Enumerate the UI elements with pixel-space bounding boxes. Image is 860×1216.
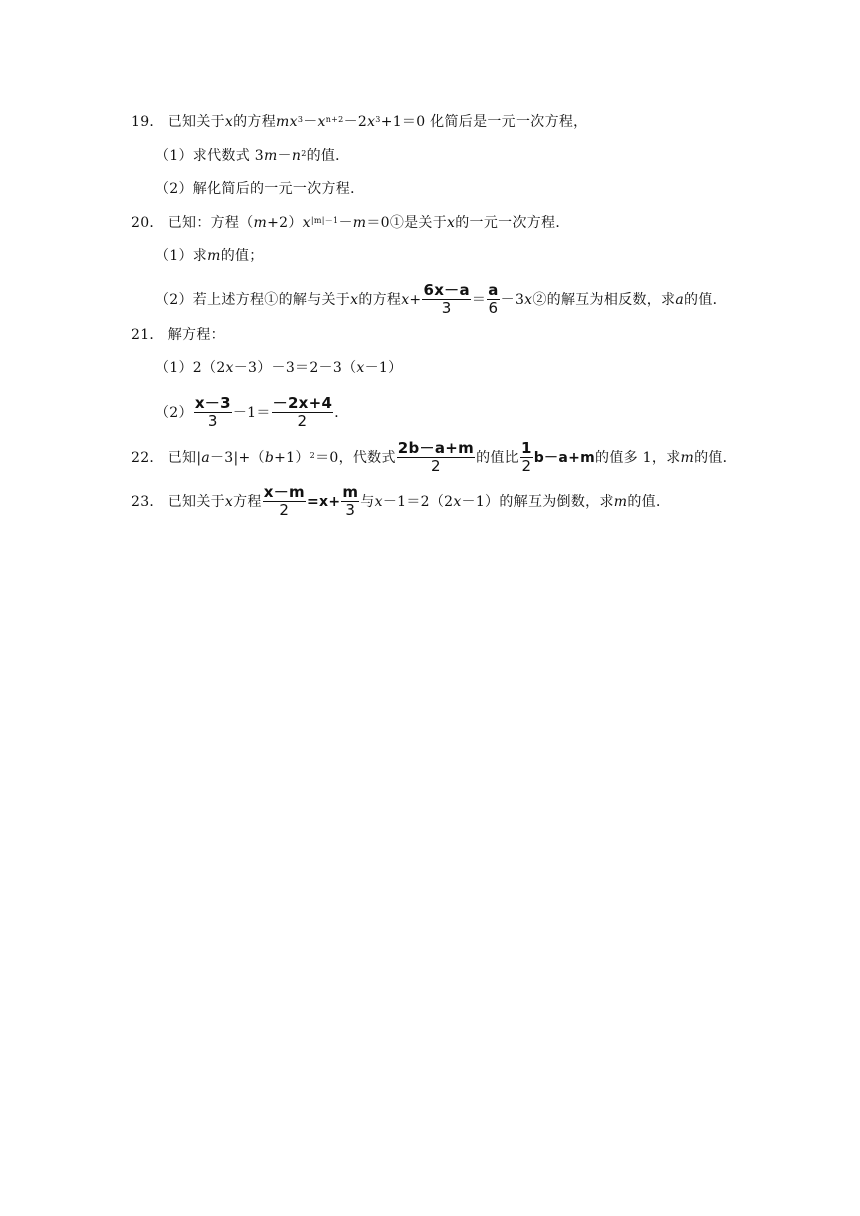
numerator: x－m bbox=[263, 483, 305, 501]
question-20-part-2 bbox=[155, 282, 727, 317]
exponent: 3 bbox=[375, 115, 381, 124]
fraction bbox=[194, 395, 232, 430]
text: 与 bbox=[360, 493, 375, 510]
text: 的值． bbox=[627, 493, 671, 510]
text: 的值； bbox=[220, 248, 264, 264]
text: 的值多 1，求 bbox=[595, 449, 681, 466]
numerator: 6x－a bbox=[423, 281, 470, 299]
fraction bbox=[520, 440, 533, 475]
text: 的值比 bbox=[476, 449, 519, 466]
denominator: 2 bbox=[297, 412, 308, 430]
numerator: 1 bbox=[520, 439, 532, 457]
text: 已知| bbox=[167, 449, 202, 466]
var-a: a bbox=[675, 291, 685, 308]
text: （2）解化简后的一元一次方程． bbox=[155, 181, 365, 197]
var-a: a bbox=[201, 449, 210, 466]
text: （2）若上述方程①的解与关于 bbox=[155, 291, 351, 308]
question-number: 21． bbox=[131, 327, 164, 343]
question-number: 23． bbox=[131, 493, 164, 510]
denominator: 6 bbox=[488, 299, 499, 317]
question-number: 22． bbox=[131, 449, 164, 466]
text: ＝0①是关于 bbox=[366, 215, 448, 231]
text: +1＝0 化简后是一元一次方程， bbox=[380, 114, 588, 130]
text: － bbox=[277, 148, 292, 164]
numerator: m bbox=[342, 483, 359, 501]
var-x: x bbox=[367, 114, 376, 130]
text: ②的解互为相反数，求 bbox=[532, 291, 676, 308]
question-21-part-1 bbox=[155, 358, 402, 378]
text: ＝ bbox=[471, 291, 487, 308]
denominator: 3 bbox=[207, 412, 218, 430]
text: －1＝2（2 bbox=[382, 493, 454, 510]
var-x: x bbox=[317, 114, 326, 130]
text: 解方程： bbox=[167, 327, 225, 343]
var-x: x bbox=[224, 114, 234, 130]
question-19-part-1 bbox=[155, 146, 349, 166]
text: 方程 bbox=[233, 493, 262, 510]
text: （1）求 bbox=[155, 248, 208, 264]
question-22 bbox=[131, 440, 737, 475]
var-m: m bbox=[253, 215, 268, 231]
exponent: 2 bbox=[309, 450, 316, 460]
exponent: n+2 bbox=[325, 115, 344, 124]
fraction bbox=[263, 484, 306, 519]
text: 已知：方程（ bbox=[167, 215, 254, 231]
denominator: 2 bbox=[431, 457, 441, 475]
question-number: 20． bbox=[131, 215, 164, 231]
expression: =x+ bbox=[306, 493, 341, 510]
text: ＝0，代数式 bbox=[315, 449, 396, 466]
numerator: 2b－a+m bbox=[397, 439, 475, 457]
numerator: －2x+4 bbox=[272, 394, 333, 412]
var-n: n bbox=[291, 148, 302, 164]
text: 的值． bbox=[694, 449, 737, 466]
question-20 bbox=[131, 213, 570, 233]
fraction bbox=[422, 282, 470, 317]
question-19 bbox=[131, 112, 587, 132]
denominator: 3 bbox=[441, 299, 452, 317]
text: （1）求代数式 3 bbox=[155, 148, 264, 164]
var-m: m bbox=[263, 148, 278, 164]
var-x: x bbox=[225, 360, 234, 376]
var-x: x bbox=[356, 360, 365, 376]
text: 已知关于 bbox=[167, 114, 225, 130]
exponent: 2 bbox=[301, 149, 307, 158]
denominator: 2 bbox=[279, 501, 290, 519]
var-x: x bbox=[289, 114, 298, 130]
var-x: x bbox=[453, 493, 462, 510]
text: 的值． bbox=[684, 291, 727, 308]
question-23 bbox=[131, 484, 670, 519]
fraction bbox=[397, 440, 475, 475]
text: 的方程 bbox=[358, 291, 402, 308]
var-b: b bbox=[264, 449, 275, 466]
text: －1）的解互为倒数，求 bbox=[461, 493, 614, 510]
var-x: x bbox=[350, 291, 359, 308]
text: +1） bbox=[274, 449, 310, 466]
numerator: x－3 bbox=[194, 394, 231, 412]
text: － bbox=[303, 114, 318, 130]
text: + bbox=[409, 291, 422, 308]
var-m: m bbox=[680, 449, 695, 466]
var-x: x bbox=[447, 215, 456, 231]
question-21-part-2 bbox=[155, 395, 349, 430]
var-x: x bbox=[524, 291, 533, 308]
fraction bbox=[487, 282, 499, 317]
question-20-part-1 bbox=[155, 246, 264, 266]
denominator: 2 bbox=[521, 457, 532, 475]
question-21 bbox=[131, 325, 225, 345]
var-x: x bbox=[374, 493, 383, 510]
text: － bbox=[338, 215, 353, 231]
fraction bbox=[341, 484, 359, 519]
text: －1＝ bbox=[232, 404, 271, 421]
question-19-part-2 bbox=[155, 179, 364, 199]
text: （1）2（2 bbox=[155, 360, 226, 376]
text: 的值． bbox=[306, 148, 350, 164]
text: 的方程 bbox=[233, 114, 277, 130]
var-x: x bbox=[224, 493, 234, 510]
text: －3|+（ bbox=[210, 449, 265, 466]
var-m: m bbox=[207, 248, 221, 264]
text: +2） bbox=[267, 215, 303, 231]
text: 已知关于 bbox=[167, 493, 225, 510]
var-m: m bbox=[352, 215, 367, 231]
text: －3 bbox=[500, 291, 525, 308]
var-x: x bbox=[302, 215, 311, 231]
var-x: x bbox=[401, 291, 410, 308]
numerator: a bbox=[488, 281, 499, 299]
fraction bbox=[272, 395, 334, 430]
exponent: |m|－1 bbox=[310, 216, 339, 225]
text: 的一元一次方程． bbox=[455, 215, 570, 231]
var-m: m bbox=[613, 493, 628, 510]
text: －1） bbox=[364, 360, 403, 376]
expression: b－a+m bbox=[533, 449, 596, 466]
exponent: 3 bbox=[297, 115, 304, 124]
text: ． bbox=[334, 404, 349, 421]
text: －2 bbox=[343, 114, 368, 130]
text: －3）－3＝2－3（ bbox=[233, 360, 357, 376]
question-number: 19． bbox=[131, 114, 164, 130]
denominator: 3 bbox=[345, 501, 356, 519]
var-m: m bbox=[276, 114, 290, 130]
text: （2） bbox=[155, 404, 193, 421]
